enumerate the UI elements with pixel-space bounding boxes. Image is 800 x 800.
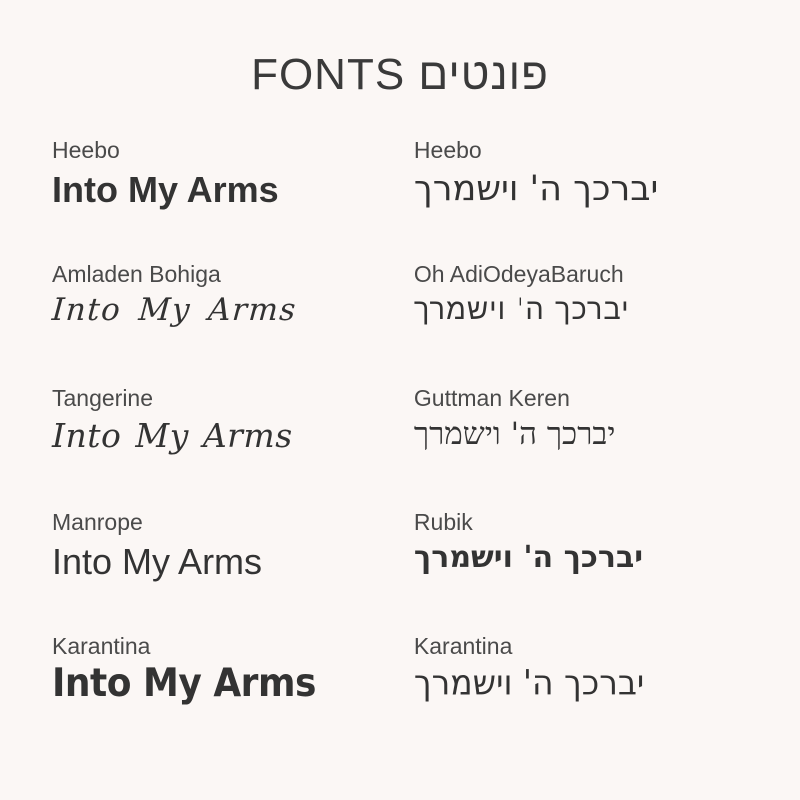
font-row bbox=[52, 138, 748, 262]
font-sample-text: יברכך ה' וישמרך bbox=[413, 662, 645, 704]
font-sample-text: יברכך ה' וישמרך bbox=[413, 292, 630, 327]
font-sample-manrope-latin bbox=[52, 510, 386, 583]
font-sample-rubik-hebrew bbox=[414, 510, 748, 576]
font-sample-oh-adiodeyabaruch-hebrew bbox=[414, 262, 748, 327]
font-sample-text: Into My Arms bbox=[50, 292, 299, 329]
font-sample-text: יברכך ה' וישמרך bbox=[413, 540, 644, 576]
font-name-label: Karantina bbox=[413, 633, 513, 659]
font-sample-grid bbox=[0, 138, 800, 758]
font-sample-karantina-hebrew bbox=[414, 634, 748, 703]
font-sample-text: Into My Arms bbox=[52, 661, 316, 707]
font-name-label: Heebo bbox=[413, 137, 482, 163]
font-row bbox=[52, 634, 748, 758]
font-name-label: Karantina bbox=[52, 633, 151, 659]
font-name-label: Amladen Bohiga bbox=[52, 261, 221, 287]
font-row bbox=[52, 510, 748, 634]
font-row bbox=[52, 262, 748, 386]
font-sample-karantina-latin bbox=[52, 634, 386, 707]
font-sample-text: Into My Arms bbox=[52, 169, 279, 211]
font-name-label: Rubik bbox=[413, 509, 473, 535]
font-sample-guttman-keren-hebrew bbox=[414, 386, 748, 453]
font-sample-amladen-bohiga-latin bbox=[52, 262, 386, 329]
font-sample-heebo-hebrew bbox=[414, 138, 748, 210]
font-name-label: Oh AdiOdeyaBaruch bbox=[413, 261, 624, 287]
font-name-label: Manrope bbox=[52, 509, 143, 535]
font-name-label: Guttman Keren bbox=[413, 385, 570, 411]
font-sample-text: יברכך ה' וישמרך bbox=[413, 416, 616, 453]
font-row bbox=[52, 386, 748, 510]
font-sample-text: Into My Arms bbox=[52, 541, 263, 583]
font-name-label: Heebo bbox=[52, 137, 120, 163]
page-title: פונטים FONTS bbox=[251, 50, 549, 99]
font-sample-text: יברכך ה' וישמרך bbox=[413, 169, 659, 210]
font-name-label: Tangerine bbox=[52, 385, 154, 411]
font-sample-heebo-latin bbox=[52, 138, 386, 211]
font-sample-tangerine-latin bbox=[52, 386, 386, 455]
font-sample-text: Into My Arms bbox=[52, 416, 293, 456]
